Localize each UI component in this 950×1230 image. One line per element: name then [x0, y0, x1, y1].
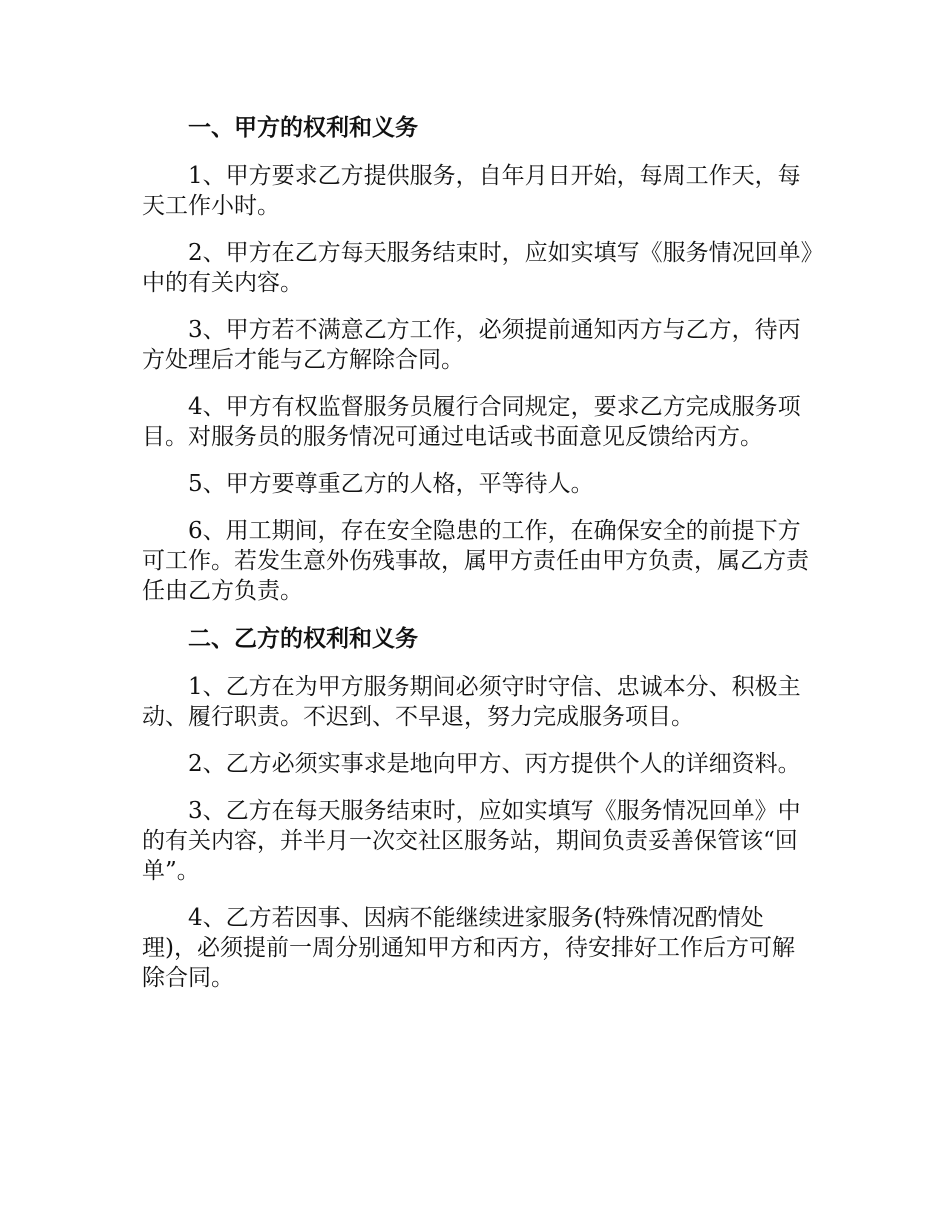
clause-text: 4、甲方有权监督服务员履行合同规定，要求乙方完成服务项目。对服务员的服务情况可通过电话或书面意见反馈给丙方。	[142, 394, 801, 450]
clause-a-2	[142, 238, 814, 298]
clause-text: 3、乙方在每天服务结束时，应如实填写《服务情况回单》中的有关内容，并半月一次交社区服务站，期间负责妥善保管该“回单”。	[142, 798, 801, 884]
clause-text: 3、甲方若不满意乙方工作，必须提前通知丙方与乙方，待丙方处理后才能与乙方解除合同。	[142, 317, 801, 373]
section-heading-text: 二、乙方的权利和义务	[188, 625, 418, 652]
clause-text: 4、乙方若因事、因病不能继续进家服务(特殊情况酌情处理)，必须提前一周分别通知甲方和丙方，待安排好工作后方可解除合同。	[142, 905, 795, 991]
section-heading-text: 一、甲方的权利和义务	[188, 114, 418, 141]
clause-text: 2、甲方在乙方每天服务结束时，应如实填写《服务情况回单》中的有关内容。	[142, 240, 813, 296]
clause-a-6	[142, 516, 814, 606]
clause-text: 6、用工期间，存在安全隐患的工作，在确保安全的前提下方可工作。若发生意外伤残事故，属甲方责任由甲方负责，属乙方责任由乙方负责。	[142, 518, 809, 604]
clause-b-1	[142, 672, 814, 732]
clause-a-5	[142, 469, 814, 499]
clause-text: 1、乙方在为甲方服务期间必须守时守信、忠诚本分、积极主动、履行职责。不迟到、不早退，努力完成服务项目。	[142, 674, 801, 730]
clause-b-3	[142, 796, 814, 886]
clause-a-4	[142, 392, 814, 452]
clause-a-3	[142, 315, 814, 375]
clause-a-1	[142, 161, 814, 221]
section-heading-party-b	[142, 623, 814, 655]
document-page	[142, 112, 814, 1010]
clause-b-2	[142, 749, 814, 779]
section-heading-party-a	[142, 112, 814, 144]
clause-text: 2、乙方必须实事求是地向甲方、丙方提供个人的详细资料。	[188, 751, 801, 777]
clause-text: 1、甲方要求乙方提供服务，自年月日开始，每周工作天，每天工作小时。	[142, 163, 801, 219]
clause-text: 5、甲方要尊重乙方的人格，平等待人。	[188, 471, 594, 497]
clause-b-4	[142, 903, 814, 993]
